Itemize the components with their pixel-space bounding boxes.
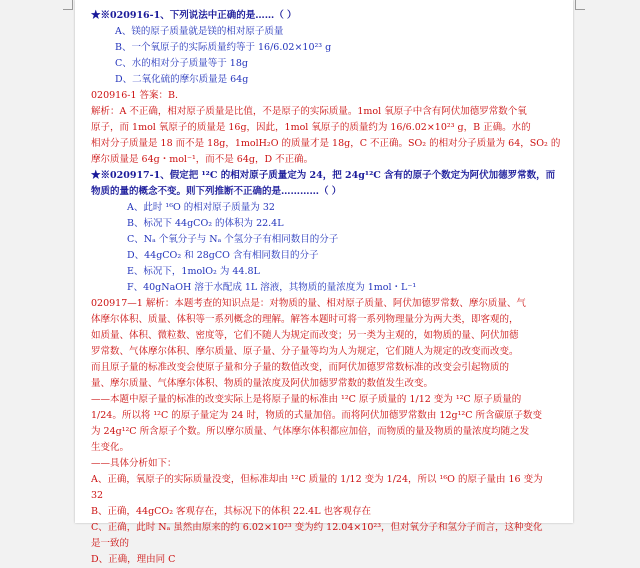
q1-explanation-line: 摩尔质量是 64g・mol⁻¹，而不是 64g，D 不正确。 [91,154,314,165]
q2-analysis-line: ——本题中原子量的标准的改变实际上是将原子量的标准由 ¹²C 原子质量的 1/12 变为 ¹²C 原子质量的 [91,394,522,405]
q1-option-a: A、镁的原子质量就是镁的相对原子质量 [115,26,284,37]
q2-title-line: ★※020917-1、假定把 ¹²C 的相对原子质量定为 24，把 24g¹²C 含有的原子个数定为阿伏加德罗常数，而 [91,170,556,181]
q2-analysis-line: 如质量、体积、微粒数、密度等，它们不随人为规定而改变；另一类为主观的，如物质的量、阿伏加德 [91,330,519,341]
q2-option-f: F、40gNaOH 溶于水配成 1L 溶液，其物质的量浓度为 1mol・L⁻¹ [127,282,417,293]
q1-answer: 020916-1 答案：B. [91,90,179,101]
q1-explanation-line: 原子，而 1mol 氧原子的质量是 16g，因此，1mol 氧原子的质量约为 16/6.02×10²³ g，B 正确。水的 [91,122,531,133]
q2-analysis-line: C、正确，此时 Nₐ 虽然由原来的约 6.02×10²³ 变为约 12.04×10²³，但对氧分子和氢分子而言，这种变化 [91,522,543,533]
q1-option-b: B、一个氧原子的实际质量约等于 16/6.02×10²³ g [115,42,332,53]
q2-analysis-line: 1/24。所以将 ¹²C 的原子量定为 24 时，物质的式量加倍。而将阿伏加德罗常数由 12g¹²C 所含碳原子数变 [91,410,542,421]
q2-analysis-line: ——具体分析如下： [91,458,177,469]
q2-analysis-line: 而且原子量的标准改变会使原子量和分子量的数值改变，而阿伏加德罗常数标准的改变会引起物质的 [91,362,510,373]
document-page [75,0,573,565]
q2-analysis-line: 罗常数、气体摩尔体积、摩尔质量、原子量、分子量等均为人为规定，它们随人为规定的改变而改变。 [91,346,519,357]
q2-option-e: E、标况下，1molO₂ 为 44.8L [127,266,260,277]
q2-analysis-line: 生变化。 [91,442,130,453]
q2-option-d: D、44gCO₂ 和 28gCO 含有相同数目的分子 [127,250,319,261]
q2-analysis-line: D、正确，理由同 C [91,554,176,565]
q2-option-c: C、Nₐ 个氧分子与 Nₐ 个氢分子有相同数目的分子 [127,234,339,245]
q1-title: ★※020916-1、下列说法中正确的是……（ ） [91,10,297,21]
q1-explanation-line: 解析：A 不正确，相对原子质量是比值，不是原子的实际质量。1mol 氧原子中含有阿伏加德罗常数个氧 [91,106,527,117]
margin-corner-top-left [63,0,73,10]
q2-analysis-line: 是一致的 [91,538,130,549]
q1-option-c: C、水的相对分子质量等于 18g [115,58,248,69]
q2-analysis-line: B、正确，44gCO₂ 客观存在，其标况下的体积 22.4L 也客观存在 [91,506,372,517]
q2-analysis-line: 020917—1 解析：本题考查的知识点是：对物质的量、相对原子质量、阿伏加德罗常数、摩尔质量、气 [91,298,526,309]
q1-option-d: D、二氧化硫的摩尔质量是 64g [115,74,249,85]
q1-explanation-line: 相对分子质量是 18 而不是 18g，1molH₂O 的质量才是 18g，C 不正确。SO₂ 的相对分子质量为 64，SO₂ 的 [91,138,561,149]
q2-analysis-line: A、正确，氧原子的实际质量没变，但标准却由 ¹²C 质量的 1/12 变为 1/24，所以 ¹⁶O 的原子量由 16 变为 [91,474,543,485]
q2-analysis-line: 32 [91,490,104,501]
margin-corner-top-right [575,0,585,10]
q2-option-a: A、此时 ¹⁶O 的相对原子质量为 32 [127,202,275,213]
q2-option-b: B、标况下 44gCO₂ 的体积为 22.4L [127,218,284,229]
q2-analysis-line: 体摩尔体积、质量、体积等一系列概念的理解。解答本题时可将一系列物理量分为两大类，即客观的， [91,314,519,325]
q2-analysis-line: 为 24g¹²C 所含原子个数。所以摩尔质量、气体摩尔体积都应加倍，而物质的量及物质的量浓度均随之发 [91,426,530,437]
q2-analysis-line: 量、摩尔质量、气体摩尔体积、物质的量浓度及阿伏加德罗常数的数值发生改变。 [91,378,434,389]
q2-title-line: 物质的量的概念不变。则下列推断不正确的是…………（ ） [91,186,342,197]
document-content [91,8,563,568]
